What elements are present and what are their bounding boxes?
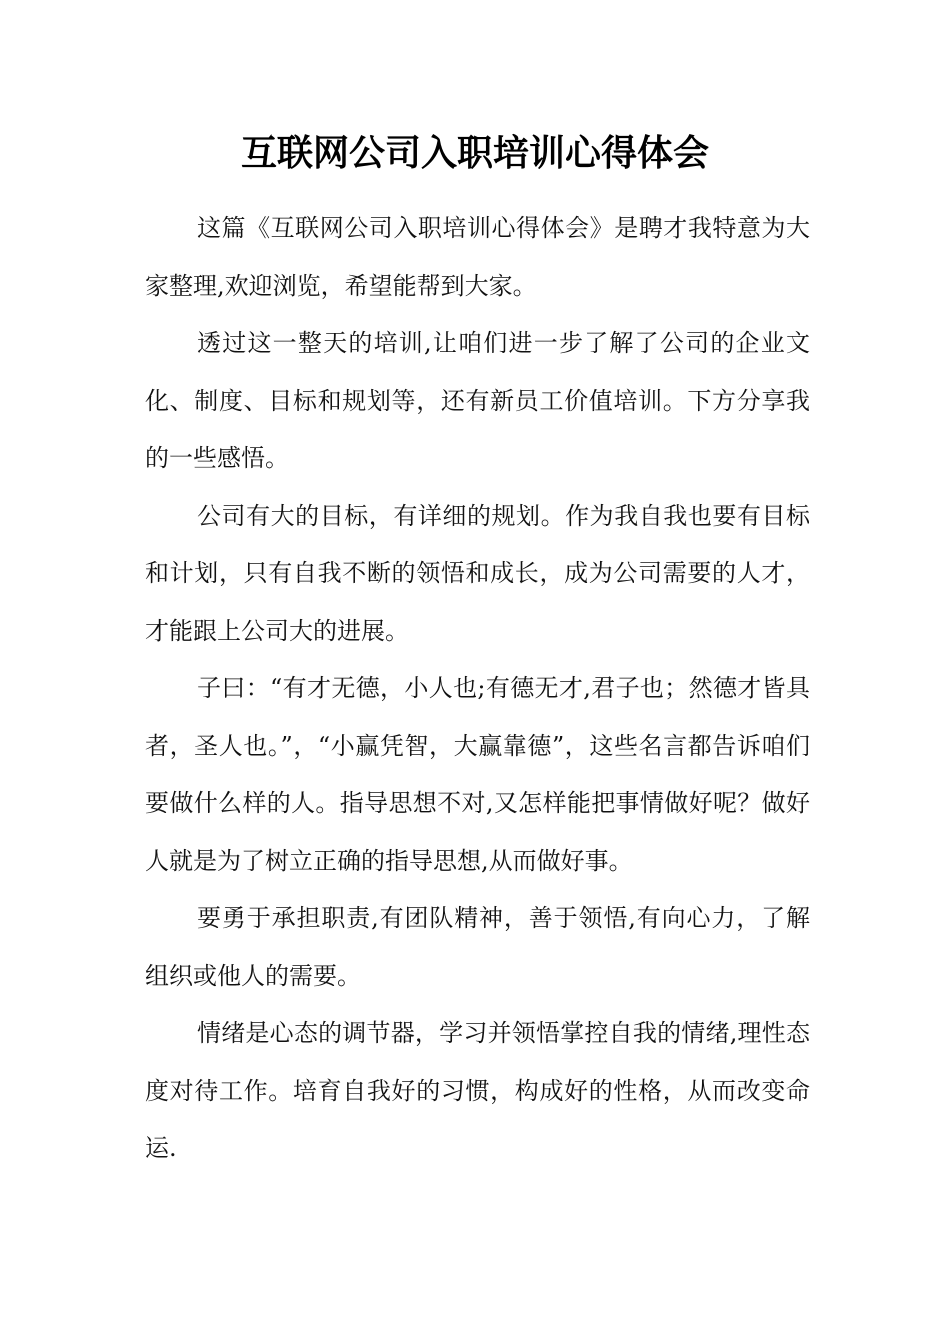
paragraph-training-summary: 透过这一整天的培训,让咱们进一步了解了公司的企业文化、制度、目标和规划等，还有新员工价值培训。下方分享我的一些感悟。 (145, 329, 810, 472)
paragraph-intro: 这篇《互联网公司入职培训心得体会》是聘才我特意为大家整理,欢迎浏览，希望能帮到大家。 (145, 214, 810, 300)
paragraph-goals: 公司有大的目标，有详细的规划。作为我自我也要有目标和计划，只有自我不断的领悟和成长，成为公司需要的人才，才能跟上公司大的进展。 (145, 501, 810, 645)
paragraph-confucius-quote: 子曰：“有才无德，小人也;有德无才,君子也；然德才皆具者，圣人也。”，“小赢凭智，大赢靠德”，这些名言都告诉咱们要做什么样的人。指导思想不对,又怎样能把事情做好呢？做好人就是为了树立正确的指导思想,从而做好事。 (145, 674, 810, 875)
paragraph-emotions: 情绪是心态的调节器，学习并领悟掌控自我的情绪,理性态度对待工作。培育自我好的习惯，构成好的性格，从而改变命运. (145, 1019, 810, 1162)
paragraph-responsibility: 要勇于承担职责,有团队精神，善于领悟,有向心力，了解组织或他人的需要。 (145, 904, 810, 990)
document-title: 互联网公司入职培训心得体会 (240, 132, 709, 174)
document-body (145, 200, 810, 1178)
